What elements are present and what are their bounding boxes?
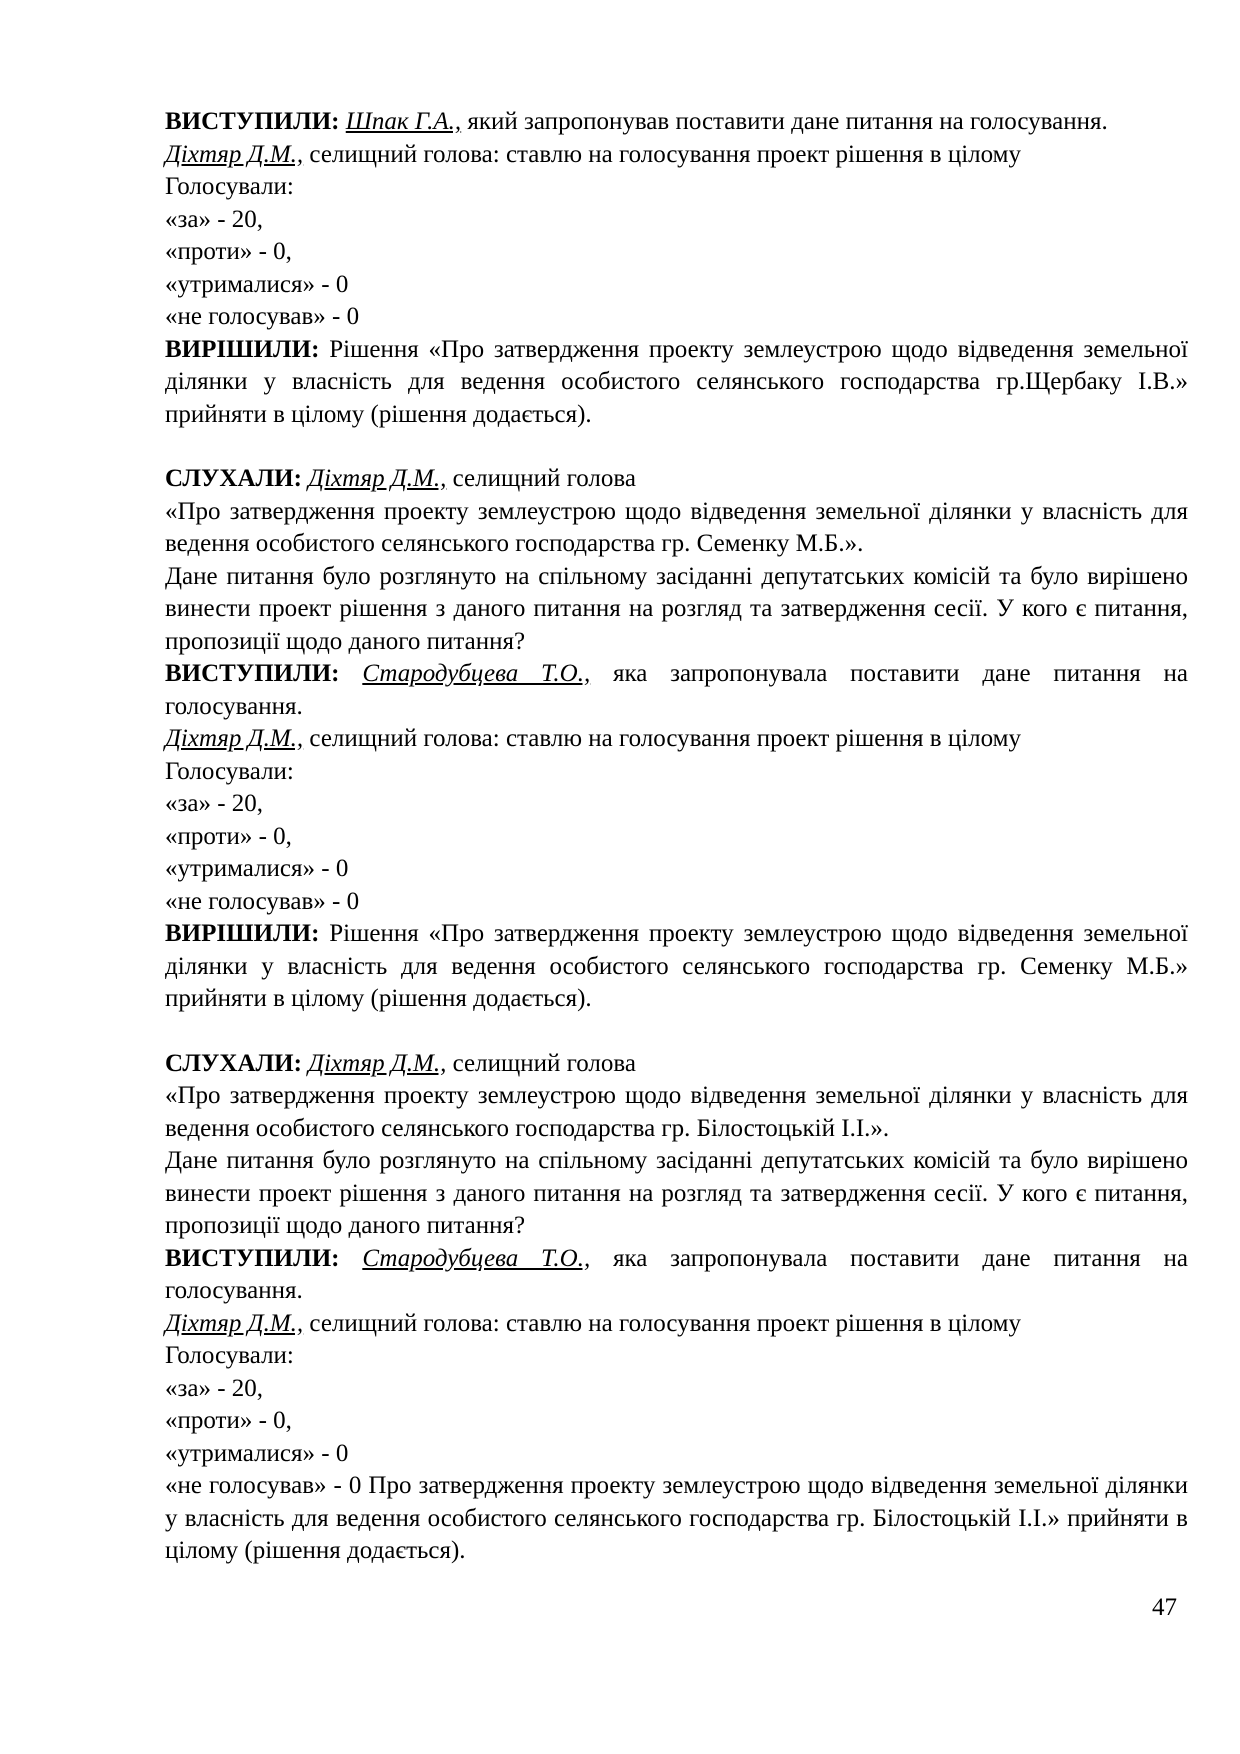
hearing-label: СЛУХАЛИ: [165, 465, 302, 492]
vote-for: «за» - 20, [165, 205, 264, 233]
decision-paragraph [165, 334, 1188, 432]
chair-line [165, 723, 1188, 756]
vote-abstained: «утрималися» - 0 [165, 855, 349, 882]
chair-name: Діхтяр Д.М., [165, 140, 304, 168]
speech-paragraph [165, 106, 1188, 139]
chair-line [165, 1308, 1188, 1341]
vote-abstained: «утрималися» - 0 [165, 270, 349, 298]
chair-text: селищний голова: ставлю на голосування проект рішення в цілому [303, 140, 1021, 168]
speech-text: який запропонував поставити дане питання на голосування. [461, 108, 1108, 135]
speech-label: ВИСТУПИЛИ: [165, 1244, 340, 1272]
note-paragraph: Дане питання було розглянуто на спільному засіданні депутатських комісій та було вирішено винести проект рішення з даного питання на розгляд та затвердження сесії. У кого є питання, пропозиції щодо даного питання? [165, 1147, 1188, 1239]
speech-label: ВИСТУПИЛИ: [165, 660, 340, 687]
note-paragraph: Дане питання було розглянуто на спільному засіданні депутатських комісій та було вирішено винести проект рішення з даного питання на розгляд та затвердження сесії. У кого є питання, пропозиції щодо даного питання? [165, 562, 1188, 655]
topic-paragraph: «Про затвердження проекту землеустрою щодо відведення земельної ділянки у власність для ведення особистого селянського господарства гр. Семенку М.Б.». [165, 497, 1188, 557]
chair-name: Діхтяр Д.М., [165, 725, 304, 752]
vote-abstained: «утрималися» - 0 [165, 1439, 349, 1467]
chair-text: селищний голова: ставлю на голосування проект рішення в цілому [303, 1309, 1021, 1337]
section-gap [165, 1016, 1188, 1048]
vote-for: «за» - 20, [165, 790, 264, 817]
section-gap [165, 431, 1188, 463]
vote-for: «за» - 20, [165, 1374, 264, 1402]
hearing-text: селищний голова [446, 465, 636, 492]
topic-paragraph: «Про затвердження проекту землеустрою щодо відведення земельної ділянки у власність для ведення особистого селянського господарства гр. Білостоцькій І.І.». [165, 1082, 1188, 1142]
vote-against: «проти» - 0, [165, 822, 292, 850]
vote-heading: Голосували: [165, 173, 294, 200]
speech-paragraph [165, 658, 1188, 723]
speaker-name: Шпак Г.А., [345, 108, 462, 135]
agenda-item-1 [165, 106, 1188, 431]
speech-paragraph [165, 1243, 1188, 1308]
speech-text: яка запропонувала поставити дане питання на голосування. [165, 660, 1189, 720]
decision-text: Рішення «Про затвердження проекту землеустрою щодо відведення земельної ділянки у власність для ведення особистого селянського господарства гр. Семенку М.Б.» прийняти в цілому (рішення додається). [165, 920, 1188, 1012]
speaker-name: Стародубцева Т.О., [362, 660, 591, 687]
vote-against: «проти» - 0, [165, 238, 292, 265]
page-number: 47 [1152, 1594, 1177, 1621]
hearing-line [165, 1048, 1188, 1081]
speaker-name: Стародубцева Т.О., [362, 1244, 591, 1272]
agenda-item-2 [165, 463, 1188, 1016]
hearing-text: селищний голова [446, 1049, 636, 1077]
decision-paragraph [165, 918, 1188, 1016]
hearing-label: СЛУХАЛИ: [165, 1049, 302, 1077]
decision-label: ВИРІШИЛИ: [165, 920, 320, 947]
chair-line [165, 139, 1188, 172]
vote-against: «проти» - 0, [165, 1407, 292, 1434]
decision-label: ВИРІШИЛИ: [165, 335, 320, 363]
hearing-line [165, 463, 1188, 496]
speaker-name: Діхтяр Д.М., [308, 465, 447, 492]
page-content [165, 106, 1188, 1568]
chair-name: Діхтяр Д.М., [165, 1309, 304, 1337]
chair-text: селищний голова: ставлю на голосування проект рішення в цілому [303, 725, 1021, 752]
decision-text: Рішення «Про затвердження проекту землеустрою щодо відведення земельної ділянки у власність для ведення особистого селянського господарства гр.Щербаку І.В.» прийняти в цілому (рішення додається). [165, 335, 1188, 428]
speech-text: яка запропонувала поставити дане питання на голосування. [165, 1244, 1189, 1304]
vote-heading: Голосували: [165, 757, 294, 785]
vote-not-voted: «не голосував» - 0 [165, 303, 360, 330]
speaker-name: Діхтяр Д.М., [308, 1049, 447, 1077]
vote-heading: Голосували: [165, 1342, 294, 1369]
agenda-item-3 [165, 1048, 1188, 1568]
vote-not-voted: «не голосував» - 0 [165, 887, 360, 915]
speech-label: ВИСТУПИЛИ: [165, 108, 340, 135]
final-decision-paragraph: «не голосував» - 0 Про затвердження проекту землеустрою щодо відведення земельної ділянки у власність для ведення особистого селянського господарства гр. Білостоцькій І.І.» прийняти в цілому (рішення додається). [165, 1472, 1188, 1564]
